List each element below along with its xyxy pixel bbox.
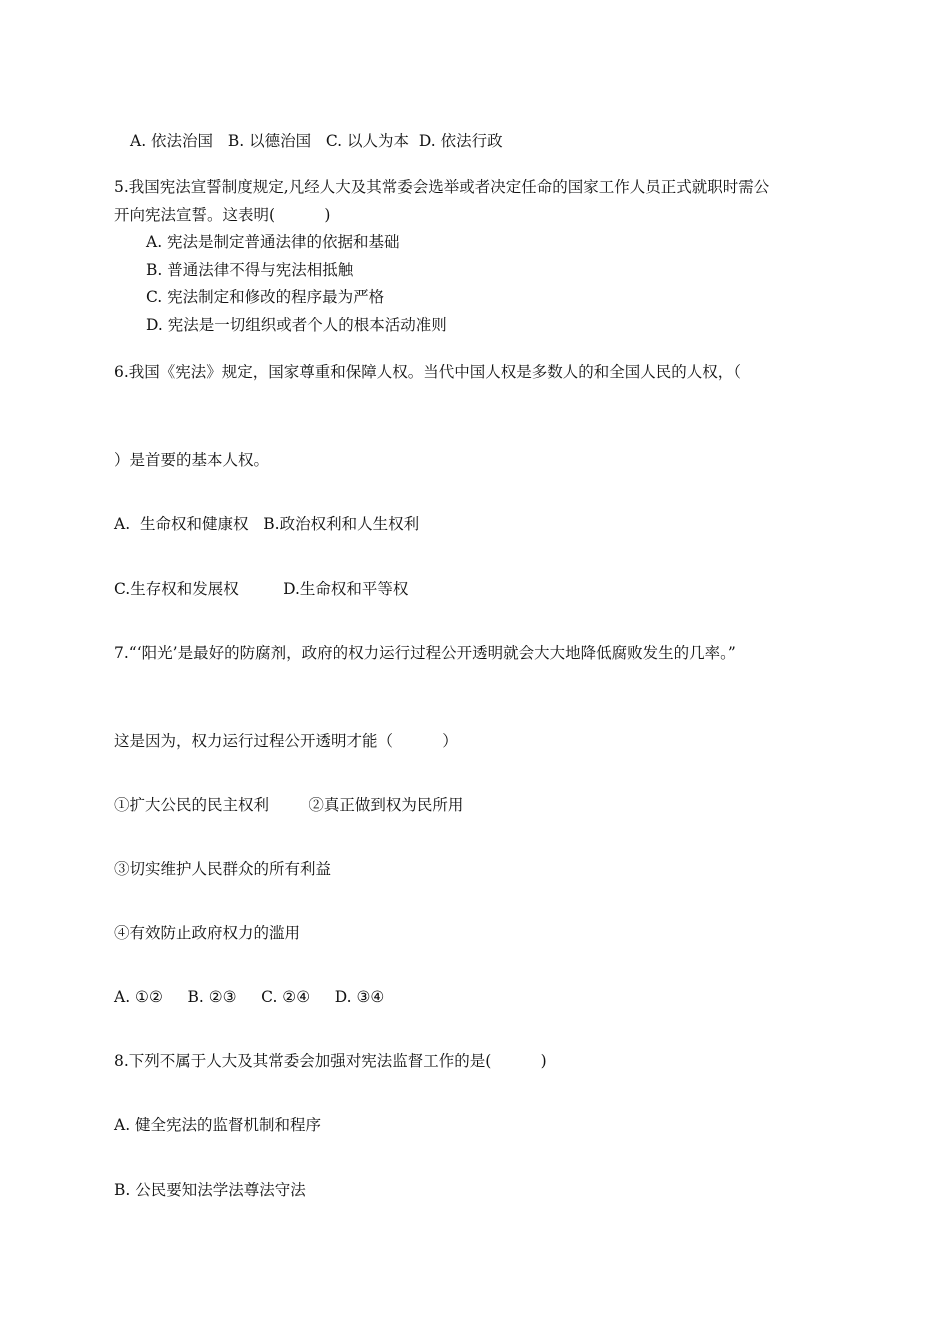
q8-option-b: B. 公民要知法学法尊法守法: [114, 1181, 306, 1199]
q7-item-1-2: ①扩大公民的民主权利 ②真正做到权为民所用: [114, 796, 464, 814]
q7-item-4: ④有效防止政府权力的滥用: [114, 924, 301, 942]
q5-option-d: D. 宪法是一切组织或者个人的根本活动准则: [146, 316, 447, 334]
q4-options: A. 依法治国 B. 以德治国 C. 以人为本 D. 依法行政: [130, 132, 503, 150]
q6-options-cd: C.生存权和发展权 D.生命权和平等权: [114, 580, 409, 598]
q7-options: A. ①② B. ②③ C. ②④ D. ③④: [114, 988, 385, 1006]
q5-stem-line2: 开向宪法宣誓。这表明( ): [114, 206, 331, 224]
q5-option-c: C. 宪法制定和修改的程序最为严格: [146, 288, 385, 306]
q5-option-a: A. 宪法是制定普通法律的依据和基础: [146, 233, 400, 251]
q5-option-b: B. 普通法律不得与宪法相抵触: [146, 261, 354, 279]
q8-option-a: A. 健全宪法的监督机制和程序: [114, 1116, 322, 1134]
q7-stem-line1: 7.“‘阳光’是最好的防腐剂，政府的权力运行过程公开透明就会大大地降低腐败发生的几率。”: [114, 644, 736, 662]
q6-stem-line2: ）是首要的基本人权。: [114, 451, 270, 469]
q6-stem-line1: 6.我国《宪法》规定，国家尊重和保障人权。当代中国人权是多数人的和全国人民的人权，（: [114, 363, 742, 381]
q5-stem-line1: 5.我国宪法宣誓制度规定,凡经人大及其常委会选举或者决定任命的国家工作人员正式就职时需公: [114, 178, 770, 196]
q7-stem-line2: 这是因为，权力运行过程公开透明才能（ ）: [114, 732, 458, 750]
q7-item-3: ③切实维护人民群众的所有利益: [114, 860, 332, 878]
q6-options-ab: A. 生命权和健康权 B.政治权利和人生权利: [114, 515, 420, 533]
q8-stem: 8.下列不属于人大及其常委会加强对宪法监督工作的是( ): [114, 1052, 547, 1070]
